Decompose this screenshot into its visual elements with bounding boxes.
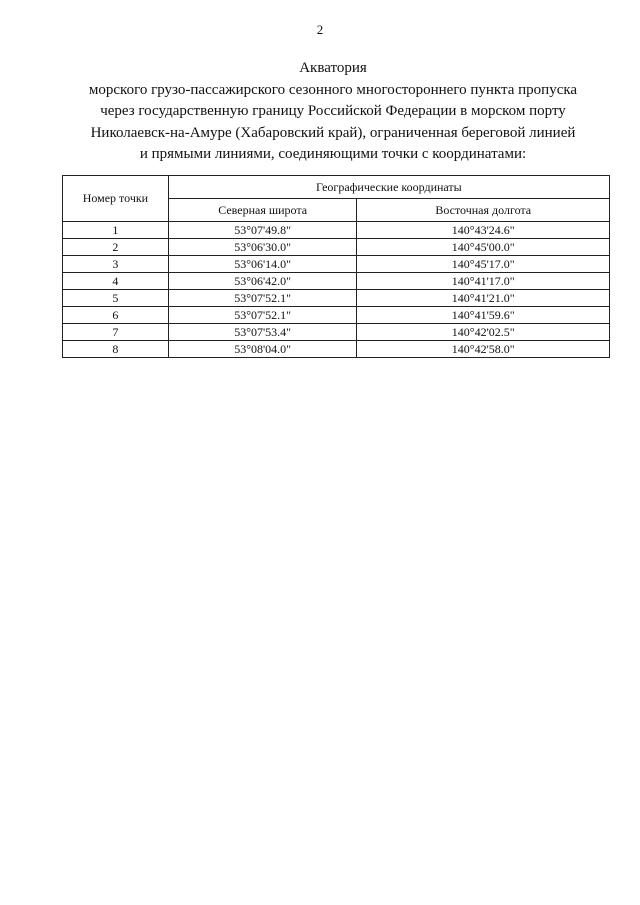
- latitude-cell: 53°07'52.1": [168, 290, 357, 307]
- table-row: [63, 324, 610, 341]
- point-number-cell: 2: [63, 239, 169, 256]
- latitude-cell: 53°07'52.1": [168, 307, 357, 324]
- latitude-cell: 53°07'49.8": [168, 222, 357, 239]
- point-number-cell: 8: [63, 341, 169, 358]
- heading-line-5: и прямыми линиями, соединяющими точки с координатами:: [139, 146, 527, 162]
- table-header-row: [63, 176, 610, 199]
- heading-line-2: морского грузо-пассажирского сезонного многостороннего пункта пропуска: [88, 81, 578, 98]
- coordinates-table: [62, 175, 610, 358]
- table-row: [63, 239, 610, 256]
- heading-title: Акватория: [299, 60, 367, 76]
- point-number-cell: 3: [63, 256, 169, 273]
- heading-line-3: через государственную границу Российской Федерации в морском порту: [100, 103, 566, 119]
- point-number-cell: 6: [63, 307, 169, 324]
- longitude-cell: 140°45'00.0": [357, 239, 610, 256]
- latitude-cell: 53°06'42.0": [168, 273, 357, 290]
- table-row: [63, 307, 610, 324]
- table-row: [63, 256, 610, 273]
- longitude-cell: 140°41'17.0": [357, 273, 610, 290]
- point-number-cell: 5: [63, 290, 169, 307]
- table-row: [63, 341, 610, 358]
- longitude-cell: 140°45'17.0": [357, 256, 610, 273]
- header-point-number: Номер точки: [63, 176, 169, 222]
- document-heading: [40, 58, 626, 166]
- header-north-latitude: Северная широта: [168, 199, 357, 222]
- header-east-longitude: Восточная долгота: [357, 199, 610, 222]
- latitude-cell: 53°07'53.4": [168, 324, 357, 341]
- table-row: [63, 222, 610, 239]
- table-row: [63, 290, 610, 307]
- longitude-cell: 140°43'24.6": [357, 222, 610, 239]
- page-number: 2: [316, 22, 324, 37]
- longitude-cell: 140°41'21.0": [357, 290, 610, 307]
- longitude-cell: 140°41'59.6": [357, 307, 610, 324]
- point-number-cell: 7: [63, 324, 169, 341]
- heading-line-4: Николаевск-на-Амуре (Хабаровский край), ограниченная береговой линией: [90, 124, 576, 141]
- point-number-cell: 1: [63, 222, 169, 239]
- header-geo-coordinates: Географические координаты: [168, 176, 609, 199]
- longitude-cell: 140°42'02.5": [357, 324, 610, 341]
- table-row: [63, 273, 610, 290]
- longitude-cell: 140°42'58.0": [357, 341, 610, 358]
- latitude-cell: 53°06'14.0": [168, 256, 357, 273]
- latitude-cell: 53°06'30.0": [168, 239, 357, 256]
- point-number-cell: 4: [63, 273, 169, 290]
- latitude-cell: 53°08'04.0": [168, 341, 357, 358]
